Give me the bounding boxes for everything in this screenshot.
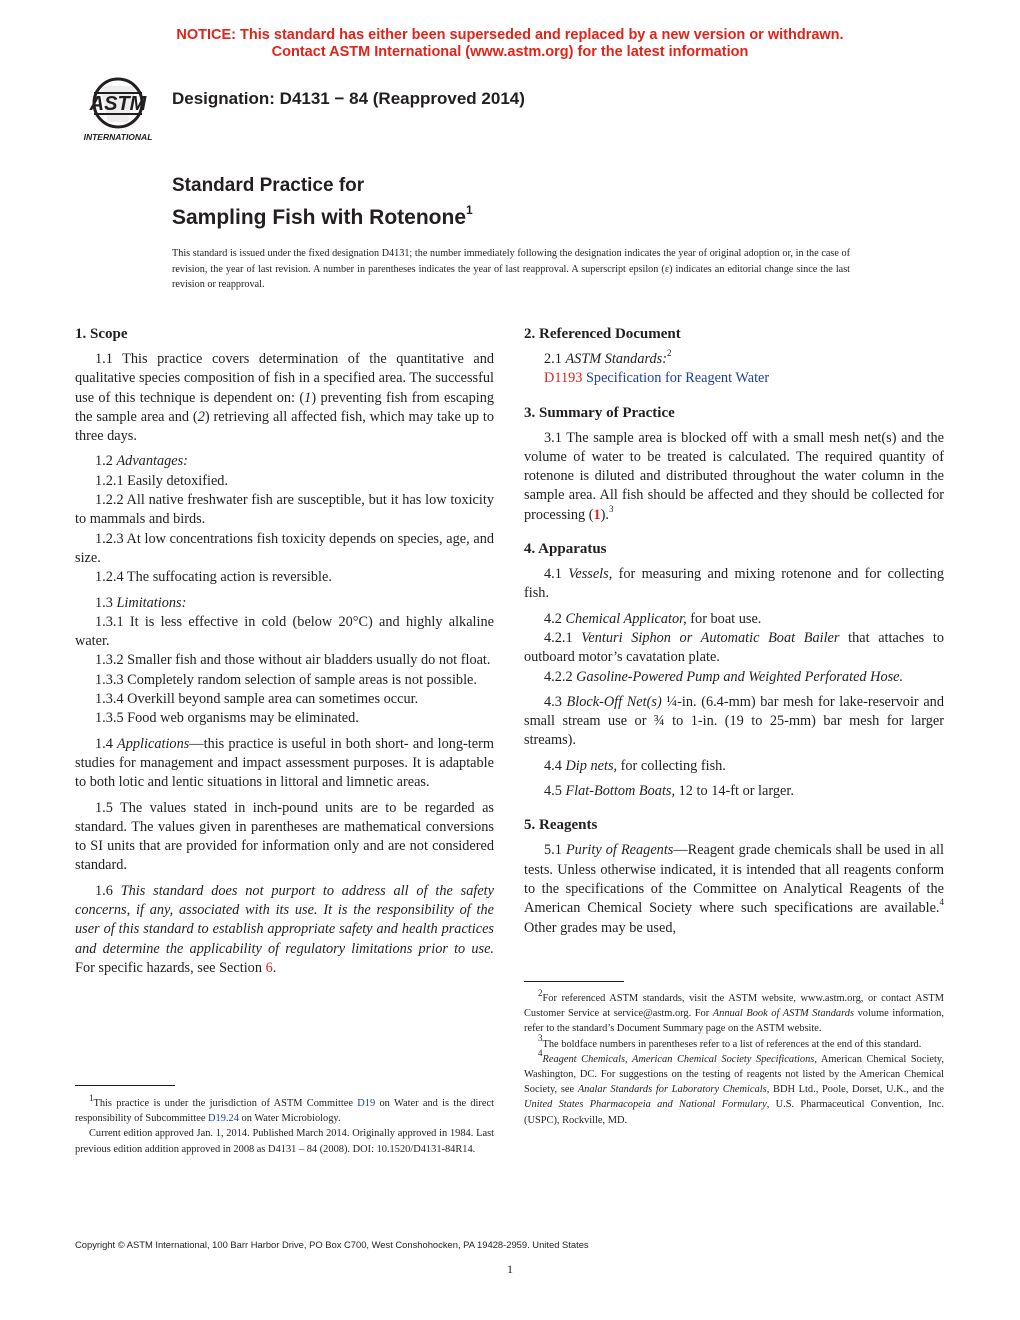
para-1-5: 1.5 The values stated in inch-pound units are to be regarded as standard. The values given in parentheses are mathematical conversions to SI units that are provided for information only and are not considered standard. xyxy=(75,799,494,874)
para-1-4: 1.4 Applications—this practice is useful in both short- and long-term studies for management and impact assessment purposes. It is adaptable to both lotic and lentic situations in littoral and limnetic areas. xyxy=(75,735,494,791)
footnote-2: $^2$For referenced ASTM standards, visit the ASTM website, www.astm.org, or contact ASTM Customer Service at service@astm.org. For Annual Book of ASTM Standards volume information, refer to the standard’s Document Summary page on the ASTM website. xyxy=(524,987,944,1035)
document-title xyxy=(172,174,473,232)
title-line-2 xyxy=(172,198,473,232)
section-5-heading: 5. Reagents xyxy=(524,817,598,834)
subcommittee-d19-24-link[interactable]: D19.24 xyxy=(208,1113,239,1125)
ref-d1193[interactable] xyxy=(524,369,944,388)
para-1-1: 1.1 This practice covers determination of the quantitative and qualitative species composition of fish in a specified area. The successful use of this technique is dependent on: (1) preventing fish from escaping the sample area and (2) retrieving all affected fish, which may take up to three days. xyxy=(75,351,494,445)
committee-d19-link[interactable]: D19 xyxy=(357,1098,376,1109)
para-4-1: 4.1 Vessels, for measuring and mixing rotenone and for collecting fish. xyxy=(524,566,944,602)
title-text: Sampling Fish with Rotenone xyxy=(172,206,466,229)
para-4-2: 4.2 Chemical Applicator, for boat use. xyxy=(544,610,762,627)
para-4-3: 4.3 Block-Off Net(s) ¼-in. (6.4-mm) bar mesh for lake-reservoir and small stream use or ¾ to 1-in. (19 to 25-mm) bar mesh for larger streams). xyxy=(524,693,944,749)
logo-letters: ASTM xyxy=(89,93,147,115)
para-1-2-4: 1.2.4 The suffocating action is reversible. xyxy=(95,569,332,586)
reference-1-link[interactable]: 1 xyxy=(593,506,601,523)
copyright-line: Copyright © ASTM International, 100 Barr Harbor Drive, PO Box C700, West Conshohocken, PA 19428-2959. United States xyxy=(75,1239,589,1250)
page-number: 1 xyxy=(507,1262,513,1276)
para-1-3-4: 1.3.4 Overkill beyond sample area can sometimes occur. xyxy=(95,691,419,708)
left-column xyxy=(75,324,494,978)
section-4-heading: 4. Apparatus xyxy=(524,541,607,558)
para-3-1: 3.1 The sample area is blocked off with a small mesh net(s) and the volume of water to be treated is calculated. The required quantity of rotenone is diluted and distributed throughout the water column in the sample area. All fish should be affected and they should be collected for processing (1).$^3$ xyxy=(524,429,944,523)
para-4-5: 4.5 Flat-Bottom Boats, 12 to 14-ft or larger. xyxy=(544,783,794,800)
para-1-2-2: 1.2.2 All native freshwater fish are susceptible, but it has low toxicity to mammals and birds. xyxy=(75,492,494,528)
notice-line-2: Contact ASTM International (www.astm.org) for the latest information xyxy=(271,44,749,60)
footnote-divider-right xyxy=(524,981,624,982)
d1193-code-link[interactable]: D1193 xyxy=(544,370,583,387)
footnote-divider-left xyxy=(75,1085,175,1086)
footnote-1: $^1$This practice is under the jurisdiction of ASTM Committee D19 on Water and is the direct responsibility of Subcommittee D19.24 on Water Microbiology. xyxy=(75,1092,495,1125)
notice-line-1: NOTICE: This standard has either been superseded and replaced by a new version or withdrawn. xyxy=(176,27,844,43)
para-1-3-1: 1.3.1 It is less effective in cold (below 20°C) and highly alkaline water. xyxy=(75,613,494,650)
para-4-4: 4.4 Dip nets, for collecting fish. xyxy=(544,757,726,774)
d1193-title-link[interactable]: Specification for Reagent Water xyxy=(582,370,770,387)
footnote-1-edition: Current edition approved Jan. 1, 2014. Published March 2014. Originally approved in 1984. Last previous edition addition approved in 2008 as D4131 – 84 (2008). DOI: 10.1520/D4131-84R14. xyxy=(75,1128,494,1155)
para-2-1: 2.1 ASTM Standards:$^2$ xyxy=(544,348,672,367)
footnote-2-ref[interactable]: 2 xyxy=(667,348,672,359)
para-1-3: 1.3 Limitations: xyxy=(95,594,187,611)
footnote-3-ref[interactable]: 3 xyxy=(608,504,614,515)
para-1-2-3: 1.2.3 At low concentrations fish toxicity depends on species, age, and size. xyxy=(75,530,494,566)
astm-logo xyxy=(74,72,162,144)
para-4-2-2: 4.2.2 Gasoline-Powered Pump and Weighted Perforated Hose. xyxy=(544,668,904,685)
withdrawal-notice xyxy=(0,27,1020,61)
para-1-6: 1.6 This standard does not purport to address all of the safety concerns, if any, associated with its use. It is the responsibility of the user of this standard to establish appropriate safety and health practices and determine the applicability of regulatory limitations prior to use. For specific hazards, see Section 6. xyxy=(75,882,494,976)
section-2-heading: 2. Referenced Document xyxy=(524,326,681,342)
right-column xyxy=(524,324,944,938)
footnote-4-ref[interactable]: 4 xyxy=(939,897,944,908)
para-1-2: 1.2 Advantages: xyxy=(95,453,188,470)
para-4-2-1: 4.2.1 Venturi Siphon or Automatic Boat Bailer that attaches to outboard motor’s cavatation plate. xyxy=(524,629,945,666)
section-6-link[interactable]: 6 xyxy=(265,959,273,976)
title-footnote-ref[interactable]: 1 xyxy=(466,203,473,217)
title-line-1: Standard Practice for xyxy=(172,175,365,196)
footnote-3: $^3$The boldface numbers in parentheses refer to a list of references at the end of this standard. xyxy=(538,1033,922,1050)
logo-subtitle: INTERNATIONAL xyxy=(83,132,153,142)
designation: Designation: D4131 − 84 (Reapproved 2014) xyxy=(172,89,525,108)
footnotes-left xyxy=(75,1092,495,1157)
para-1-2-1: 1.2.1 Easily detoxified. xyxy=(95,472,229,489)
footnote-4: $^4$Reagent Chemicals, American Chemical Society Specifications, American Chemical Society, Washington, DC. For suggestions on the testing of reagents not listed by the American Chemical Society, see Analar Standards for Laboratory Chemicals, BDH Ltd., Poole, Dorset, U.K., and the United States Pharmacopeia and National Formulary, U.S. Pharmaceutical Convention, Inc. (USPC), Rockville, MD. xyxy=(524,1048,945,1126)
footnotes-right xyxy=(524,987,945,1128)
section-1-heading: 1. Scope xyxy=(75,326,128,342)
para-1-3-3: 1.3.3 Completely random selection of sample areas is not possible. xyxy=(95,671,477,688)
para-5-1: 5.1 Purity of Reagents—Reagent grade chemicals shall be used in all tests. Unless otherwise indicated, it is intended that all reagents conform to the specifications of the Committee on Analytical Reagents of the American Chemical Society where such specifications are available.$^4$ Other grades may be used, xyxy=(524,842,944,936)
para-1-3-2: 1.3.2 Smaller fish and those without air bladders usually do not float. xyxy=(95,652,491,669)
para-1-3-5: 1.3.5 Food web organisms may be eliminated. xyxy=(95,710,359,727)
section-3-heading: 3. Summary of Practice xyxy=(524,404,675,421)
issuance-statement: This standard is issued under the fixed designation D4131; the number immediately following the designation indicates the year of original adoption or, in the case of revision, the year of last revision. A number in parentheses indicates the year of last reapproval. A superscript epsilon (ε) indicates an editorial change since the last revision or reapproval. xyxy=(172,248,850,290)
